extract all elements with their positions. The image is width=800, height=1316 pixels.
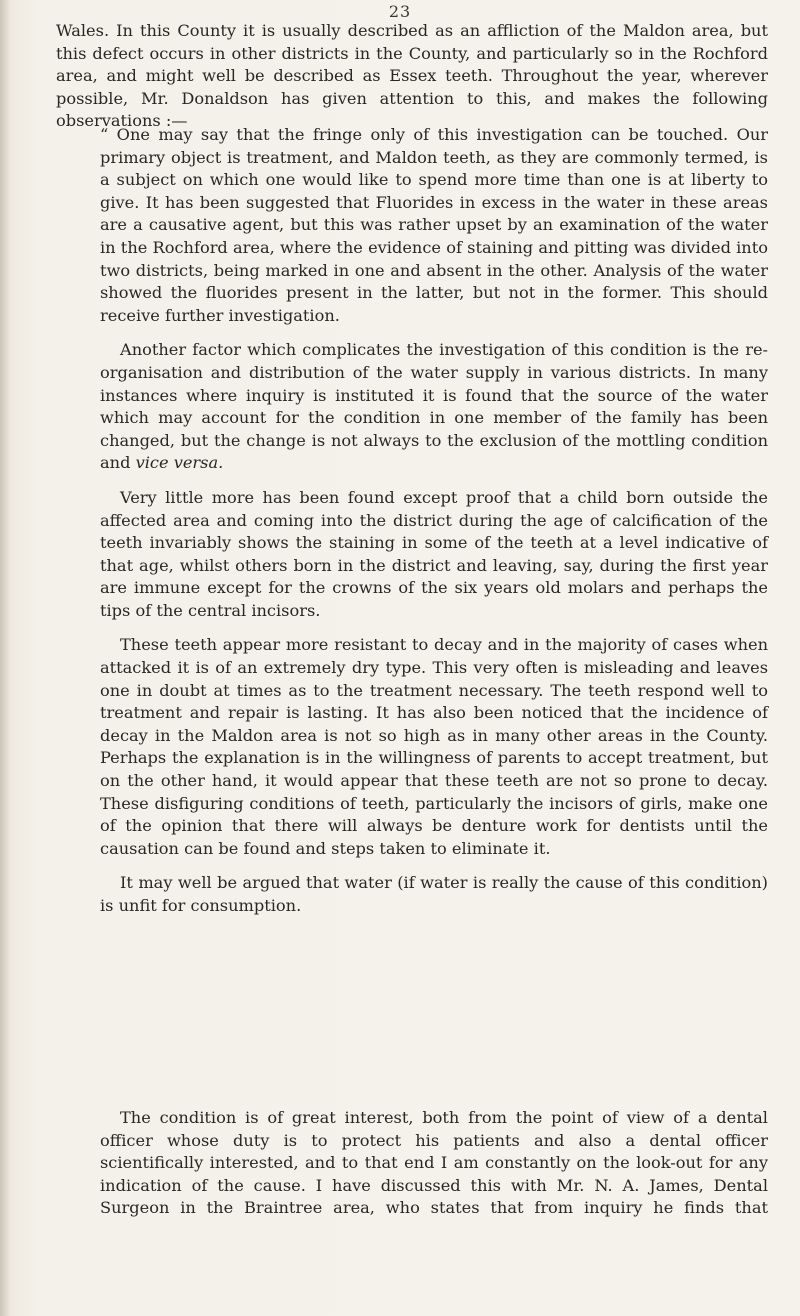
page-number: 23 <box>388 2 412 21</box>
quote-paragraph-3: Very little more has been found except proof that a child born outside the affected area and coming into the district during the age of calcification of the teeth invariably shows the staining in some of the teeth at a level indicative of that age, whilst others born in the district and leaving, say, during the first year are immune except for the crowns of the six years old molars and perhaps the tips of the central incisors. <box>100 487 768 620</box>
quote-paragraph-5: It may well be argued that water (if water is really the cause of this condition) is unfit for consumption. <box>100 873 768 915</box>
quote-paragraph-1: “ One may say that the fringe only of this investigation can be touched. Our primary object is treatment, and Maldon teeth, as they are commonly termed, is a subject on which one would like to spend more time than one is at liberty to give. It has been suggested that Fluorides in excess in the water in these areas are a causative agent, but this was rather upset by an examination of the water in the Rochford area, where the evidence of staining and pitting was divided into two districts, being marked in one and absent in the other. Analysis of the water showed the fluorides present in the latter, but not in the former. This should receive further investigation. <box>100 125 768 325</box>
closing-paragraph: The condition is of great interest, both from the point of view of a dental officer whose duty is to protect his patients and also a dental officer scientifically interested, and to that end I am constantly on the look-out for any indication of the cause. I have discussed this with Mr. N. A. James, Dental Surgeon in the Braintree area, who states that from inquiry he finds that <box>100 1108 768 1218</box>
quote-paragraph-2 <box>100 339 768 475</box>
quote-paragraph-2-italic: vice versa. <box>135 453 224 473</box>
closing-section <box>100 1107 768 1234</box>
binding-shadow <box>0 0 10 1316</box>
quote-paragraph-4: These teeth appear more resistant to decay and in the majority of cases when attacked it is of an extremely dry type. This very often is misleading and leaves one in doubt at times as to the treatment necessary. The teeth respond well to treatment and repair is lasting. It has also been noticed that the incidence of decay in the Maldon area is not so high as in many other areas in the County. Perhaps the explanation is in the willingness of parents to accept treatment, but on the other hand, it would appear that these teeth are not so prone to decay. These disfiguring conditions of teeth, particularly the incisors of girls, make one of the opinion that there will always be denture work for dentists until the causation can be found and steps taken to eliminate it. <box>100 635 768 858</box>
quote-paragraph-2-text: Another factor which complicates the investigation of this condition is the re-organisation and distribution of the water supply in various districts. In many instances where inquiry is instituted it is found that the source of the water which may account for the condition in one member of the family has been changed, but the change is not always to the exclusion of the mottling condition and <box>100 340 768 473</box>
quoted-observations <box>100 124 768 930</box>
intro-paragraph: Wales. In this County it is usually described as an affliction of the Maldon area, but this defect occurs in other districts in the County, and particularly so in the Rochford area, and might well be described as Essex teeth. Throughout the year, wherever possible, Mr. Donaldson has given attention to this, and makes the following observations :— <box>56 21 768 131</box>
